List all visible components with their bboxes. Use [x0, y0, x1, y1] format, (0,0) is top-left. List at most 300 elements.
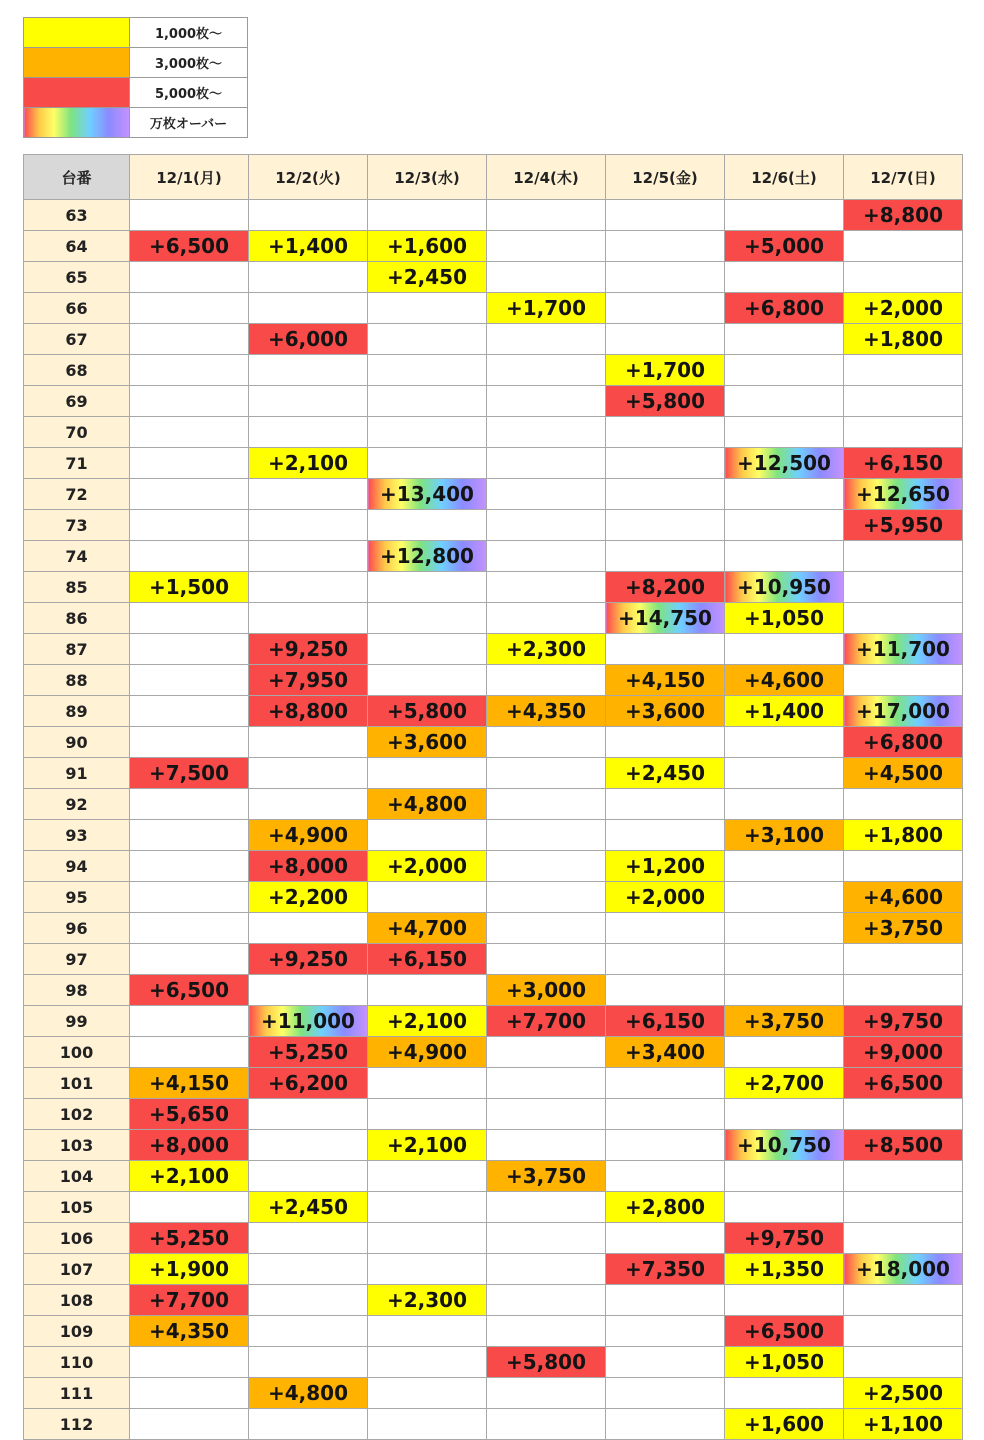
result-cell [606, 200, 725, 231]
machine-number: 88 [24, 665, 130, 696]
result-cell: +4,500 [844, 758, 963, 789]
result-cell: +10,750 [725, 1130, 844, 1161]
header-date: 12/4(木) [487, 155, 606, 200]
result-cell: +5,800 [606, 386, 725, 417]
legend-swatch [24, 78, 130, 108]
result-cell [249, 1254, 368, 1285]
result-cell [606, 975, 725, 1006]
result-cell [725, 1378, 844, 1409]
result-cell [844, 975, 963, 1006]
result-cell: +6,500 [130, 231, 249, 262]
result-cell: +6,500 [844, 1068, 963, 1099]
result-cell [844, 1285, 963, 1316]
result-cell [606, 1316, 725, 1347]
result-cell [725, 882, 844, 913]
result-cell [487, 355, 606, 386]
result-cell [130, 634, 249, 665]
result-cell [725, 262, 844, 293]
header-date: 12/5(金) [606, 155, 725, 200]
result-cell [606, 1130, 725, 1161]
result-cell [249, 789, 368, 820]
machine-number: 71 [24, 448, 130, 479]
result-cell [725, 975, 844, 1006]
result-cell [844, 262, 963, 293]
result-cell: +4,350 [130, 1316, 249, 1347]
table-row [24, 417, 963, 448]
result-cell [130, 1409, 249, 1440]
result-cell [487, 510, 606, 541]
result-cell [368, 1316, 487, 1347]
result-cell: +12,800 [368, 541, 487, 572]
result-cell: +3,600 [368, 727, 487, 758]
result-cell: +8,800 [249, 696, 368, 727]
header-date: 12/2(火) [249, 155, 368, 200]
result-cell: +2,500 [844, 1378, 963, 1409]
result-cell: +1,700 [606, 355, 725, 386]
result-cell [487, 1378, 606, 1409]
result-cell: +2,450 [249, 1192, 368, 1223]
result-cell [130, 913, 249, 944]
result-cell: +6,150 [368, 944, 487, 975]
table-row [24, 1347, 963, 1378]
result-cell [368, 1192, 487, 1223]
result-cell [725, 1099, 844, 1130]
result-cell [844, 1347, 963, 1378]
result-cell [606, 1161, 725, 1192]
result-cell: +2,100 [249, 448, 368, 479]
result-cell: +2,700 [725, 1068, 844, 1099]
result-cell [725, 1161, 844, 1192]
result-cell [487, 572, 606, 603]
machine-number: 86 [24, 603, 130, 634]
result-cell [606, 1223, 725, 1254]
result-cell [368, 324, 487, 355]
result-cell: +4,900 [368, 1037, 487, 1068]
legend-label: 3,000枚～ [130, 48, 248, 78]
result-cell [606, 1285, 725, 1316]
table-row [24, 1161, 963, 1192]
machine-number: 65 [24, 262, 130, 293]
result-cell [130, 200, 249, 231]
result-cell: +7,500 [130, 758, 249, 789]
result-cell [368, 1099, 487, 1130]
result-cell [487, 820, 606, 851]
table-row [24, 851, 963, 882]
result-cell: +2,300 [487, 634, 606, 665]
result-cell [130, 262, 249, 293]
result-cell [249, 1316, 368, 1347]
result-cell [130, 1006, 249, 1037]
result-cell [249, 1223, 368, 1254]
result-cell [725, 851, 844, 882]
result-cell [130, 944, 249, 975]
machine-number: 111 [24, 1378, 130, 1409]
result-cell [606, 262, 725, 293]
result-cell [487, 851, 606, 882]
machine-number: 107 [24, 1254, 130, 1285]
table-row [24, 1316, 963, 1347]
result-cell: +12,650 [844, 479, 963, 510]
result-cell [487, 882, 606, 913]
result-cell [249, 510, 368, 541]
table-row [24, 541, 963, 572]
result-cell: +4,600 [725, 665, 844, 696]
result-cell [844, 1223, 963, 1254]
result-cell [249, 355, 368, 386]
result-cell [725, 634, 844, 665]
result-cell [130, 882, 249, 913]
result-cell [130, 510, 249, 541]
result-cell [368, 634, 487, 665]
result-cell [606, 944, 725, 975]
result-cell [487, 231, 606, 262]
result-cell [725, 324, 844, 355]
result-cell: +9,250 [249, 944, 368, 975]
result-cell: +3,750 [725, 1006, 844, 1037]
result-cell [487, 913, 606, 944]
result-cell [487, 1409, 606, 1440]
machine-number: 66 [24, 293, 130, 324]
result-cell: +2,000 [368, 851, 487, 882]
machine-number: 94 [24, 851, 130, 882]
machine-number: 68 [24, 355, 130, 386]
result-cell: +1,800 [844, 820, 963, 851]
result-cell [130, 479, 249, 510]
color-legend [23, 17, 248, 138]
result-cell: +1,900 [130, 1254, 249, 1285]
result-cell [606, 417, 725, 448]
result-cell [606, 1347, 725, 1378]
result-cell [130, 665, 249, 696]
result-cell [249, 1099, 368, 1130]
result-cell [844, 572, 963, 603]
result-cell [844, 1161, 963, 1192]
result-cell [249, 386, 368, 417]
result-cell: +10,950 [725, 572, 844, 603]
machine-number: 103 [24, 1130, 130, 1161]
result-cell: +2,000 [606, 882, 725, 913]
result-cell: +7,350 [606, 1254, 725, 1285]
legend-row [24, 108, 248, 138]
result-cell [606, 727, 725, 758]
result-cell [606, 913, 725, 944]
header-date: 12/7(日) [844, 155, 963, 200]
result-cell [606, 1099, 725, 1130]
result-cell [487, 200, 606, 231]
result-cell [487, 1285, 606, 1316]
result-cell [130, 696, 249, 727]
machine-number: 108 [24, 1285, 130, 1316]
table-row [24, 603, 963, 634]
result-cell [130, 386, 249, 417]
result-cell [487, 944, 606, 975]
machine-number: 112 [24, 1409, 130, 1440]
machine-number: 106 [24, 1223, 130, 1254]
legend-row [24, 78, 248, 108]
legend-row [24, 48, 248, 78]
result-cell: +6,200 [249, 1068, 368, 1099]
result-cell [725, 200, 844, 231]
legend-row [24, 18, 248, 48]
result-cell: +18,000 [844, 1254, 963, 1285]
table-row [24, 293, 963, 324]
result-cell [368, 975, 487, 1006]
result-cell [487, 448, 606, 479]
result-cell: +3,750 [487, 1161, 606, 1192]
result-cell: +8,200 [606, 572, 725, 603]
result-cell [249, 293, 368, 324]
machine-number: 87 [24, 634, 130, 665]
result-cell [725, 510, 844, 541]
result-cell [487, 1316, 606, 1347]
result-cell: +6,500 [130, 975, 249, 1006]
result-cell: +11,000 [249, 1006, 368, 1037]
table-row [24, 324, 963, 355]
table-row [24, 882, 963, 913]
result-cell [606, 293, 725, 324]
result-cell: +1,200 [606, 851, 725, 882]
table-row [24, 1378, 963, 1409]
result-cell [130, 324, 249, 355]
result-cell [487, 789, 606, 820]
legend-label: 5,000枚～ [130, 78, 248, 108]
result-cell [844, 665, 963, 696]
result-cell [249, 913, 368, 944]
machine-number: 67 [24, 324, 130, 355]
result-cell [249, 758, 368, 789]
result-cell [368, 882, 487, 913]
result-cell [130, 851, 249, 882]
result-cell [725, 1285, 844, 1316]
machine-number: 69 [24, 386, 130, 417]
machine-number: 102 [24, 1099, 130, 1130]
result-cell [487, 665, 606, 696]
result-cell [844, 417, 963, 448]
table-row [24, 510, 963, 541]
machine-number: 95 [24, 882, 130, 913]
result-cell: +11,700 [844, 634, 963, 665]
table-row [24, 386, 963, 417]
result-cell [487, 417, 606, 448]
result-cell [368, 355, 487, 386]
result-cell: +2,100 [368, 1130, 487, 1161]
result-cell: +1,400 [725, 696, 844, 727]
legend-swatch [24, 18, 130, 48]
result-cell [368, 572, 487, 603]
result-cell: +9,000 [844, 1037, 963, 1068]
result-cell [487, 324, 606, 355]
result-cell: +4,150 [606, 665, 725, 696]
result-cell: +1,600 [368, 231, 487, 262]
table-row [24, 1068, 963, 1099]
result-cell [487, 603, 606, 634]
result-cell: +8,500 [844, 1130, 963, 1161]
result-cell [487, 1037, 606, 1068]
result-cell [130, 727, 249, 758]
result-cell [725, 727, 844, 758]
result-cell [487, 262, 606, 293]
result-cell [844, 541, 963, 572]
result-cell: +2,100 [368, 1006, 487, 1037]
table-row [24, 1285, 963, 1316]
header-machine-number: 台番 [24, 155, 130, 200]
result-cell [130, 355, 249, 386]
result-cell: +1,350 [725, 1254, 844, 1285]
machine-results-table [23, 154, 963, 1440]
result-cell [249, 1347, 368, 1378]
result-cell: +4,150 [130, 1068, 249, 1099]
result-cell [844, 1192, 963, 1223]
result-cell: +2,800 [606, 1192, 725, 1223]
result-cell [249, 603, 368, 634]
result-cell: +6,000 [249, 324, 368, 355]
legend-label: 1,000枚～ [130, 18, 248, 48]
result-cell: +5,000 [725, 231, 844, 262]
result-cell [249, 417, 368, 448]
table-row [24, 231, 963, 262]
result-cell: +2,100 [130, 1161, 249, 1192]
result-cell [725, 1037, 844, 1068]
table-row [24, 913, 963, 944]
table-row [24, 448, 963, 479]
result-cell [725, 386, 844, 417]
result-cell [368, 665, 487, 696]
machine-number: 99 [24, 1006, 130, 1037]
table-header-row [24, 155, 963, 200]
machine-number: 92 [24, 789, 130, 820]
machine-number: 64 [24, 231, 130, 262]
result-cell [844, 851, 963, 882]
table-row [24, 572, 963, 603]
result-cell: +3,100 [725, 820, 844, 851]
result-cell: +5,250 [130, 1223, 249, 1254]
header-date: 12/6(土) [725, 155, 844, 200]
machine-number: 101 [24, 1068, 130, 1099]
table-row [24, 479, 963, 510]
result-cell [130, 448, 249, 479]
machine-number: 70 [24, 417, 130, 448]
result-cell: +6,800 [725, 293, 844, 324]
result-cell [130, 1037, 249, 1068]
result-cell [368, 1254, 487, 1285]
machine-number: 104 [24, 1161, 130, 1192]
result-cell [130, 1378, 249, 1409]
result-cell [725, 479, 844, 510]
machine-number: 97 [24, 944, 130, 975]
result-cell [725, 789, 844, 820]
machine-number: 105 [24, 1192, 130, 1223]
result-cell [487, 386, 606, 417]
header-date: 12/3(水) [368, 155, 487, 200]
result-cell: +1,400 [249, 231, 368, 262]
result-cell [130, 417, 249, 448]
result-cell [368, 386, 487, 417]
machine-number: 72 [24, 479, 130, 510]
table-row [24, 820, 963, 851]
machine-number: 85 [24, 572, 130, 603]
result-cell [368, 200, 487, 231]
result-cell [249, 200, 368, 231]
result-cell [368, 1347, 487, 1378]
result-cell: +6,800 [844, 727, 963, 758]
table-row [24, 789, 963, 820]
result-cell: +4,700 [368, 913, 487, 944]
legend-label: 万枚オーバー [130, 108, 248, 138]
result-cell [487, 1099, 606, 1130]
result-cell [725, 944, 844, 975]
result-cell [844, 944, 963, 975]
result-cell [487, 541, 606, 572]
result-cell [487, 1223, 606, 1254]
result-cell [368, 758, 487, 789]
result-cell [844, 1099, 963, 1130]
result-cell [368, 1161, 487, 1192]
result-cell [130, 820, 249, 851]
result-cell [606, 231, 725, 262]
machine-number: 96 [24, 913, 130, 944]
result-cell [606, 1409, 725, 1440]
result-cell: +8,000 [249, 851, 368, 882]
result-cell [606, 634, 725, 665]
result-cell: +5,250 [249, 1037, 368, 1068]
table-row [24, 758, 963, 789]
result-cell [130, 293, 249, 324]
result-cell [487, 727, 606, 758]
table-row [24, 944, 963, 975]
legend-swatch [24, 108, 130, 138]
result-cell [606, 1068, 725, 1099]
result-cell [844, 603, 963, 634]
result-cell: +2,450 [368, 262, 487, 293]
result-cell: +3,750 [844, 913, 963, 944]
machine-number: 63 [24, 200, 130, 231]
legend-swatch [24, 48, 130, 78]
result-cell [249, 1161, 368, 1192]
table-row [24, 727, 963, 758]
result-cell [725, 417, 844, 448]
result-cell [249, 479, 368, 510]
result-cell: +1,100 [844, 1409, 963, 1440]
result-cell [606, 510, 725, 541]
machine-number: 90 [24, 727, 130, 758]
result-cell: +2,200 [249, 882, 368, 913]
result-cell: +6,150 [844, 448, 963, 479]
result-cell: +1,700 [487, 293, 606, 324]
machine-number: 100 [24, 1037, 130, 1068]
result-cell [606, 324, 725, 355]
result-cell: +4,900 [249, 820, 368, 851]
result-cell [844, 386, 963, 417]
result-cell [368, 1068, 487, 1099]
table-row [24, 1037, 963, 1068]
result-cell: +2,000 [844, 293, 963, 324]
result-cell [249, 1285, 368, 1316]
result-cell: +9,250 [249, 634, 368, 665]
header-date: 12/1(月) [130, 155, 249, 200]
table-row [24, 665, 963, 696]
result-cell [368, 510, 487, 541]
result-cell [368, 1409, 487, 1440]
table-row [24, 1254, 963, 1285]
result-cell: +5,650 [130, 1099, 249, 1130]
result-cell [844, 789, 963, 820]
table-row [24, 696, 963, 727]
result-cell: +4,600 [844, 882, 963, 913]
table-row [24, 355, 963, 386]
result-cell [725, 913, 844, 944]
result-cell: +6,150 [606, 1006, 725, 1037]
result-cell: +5,950 [844, 510, 963, 541]
